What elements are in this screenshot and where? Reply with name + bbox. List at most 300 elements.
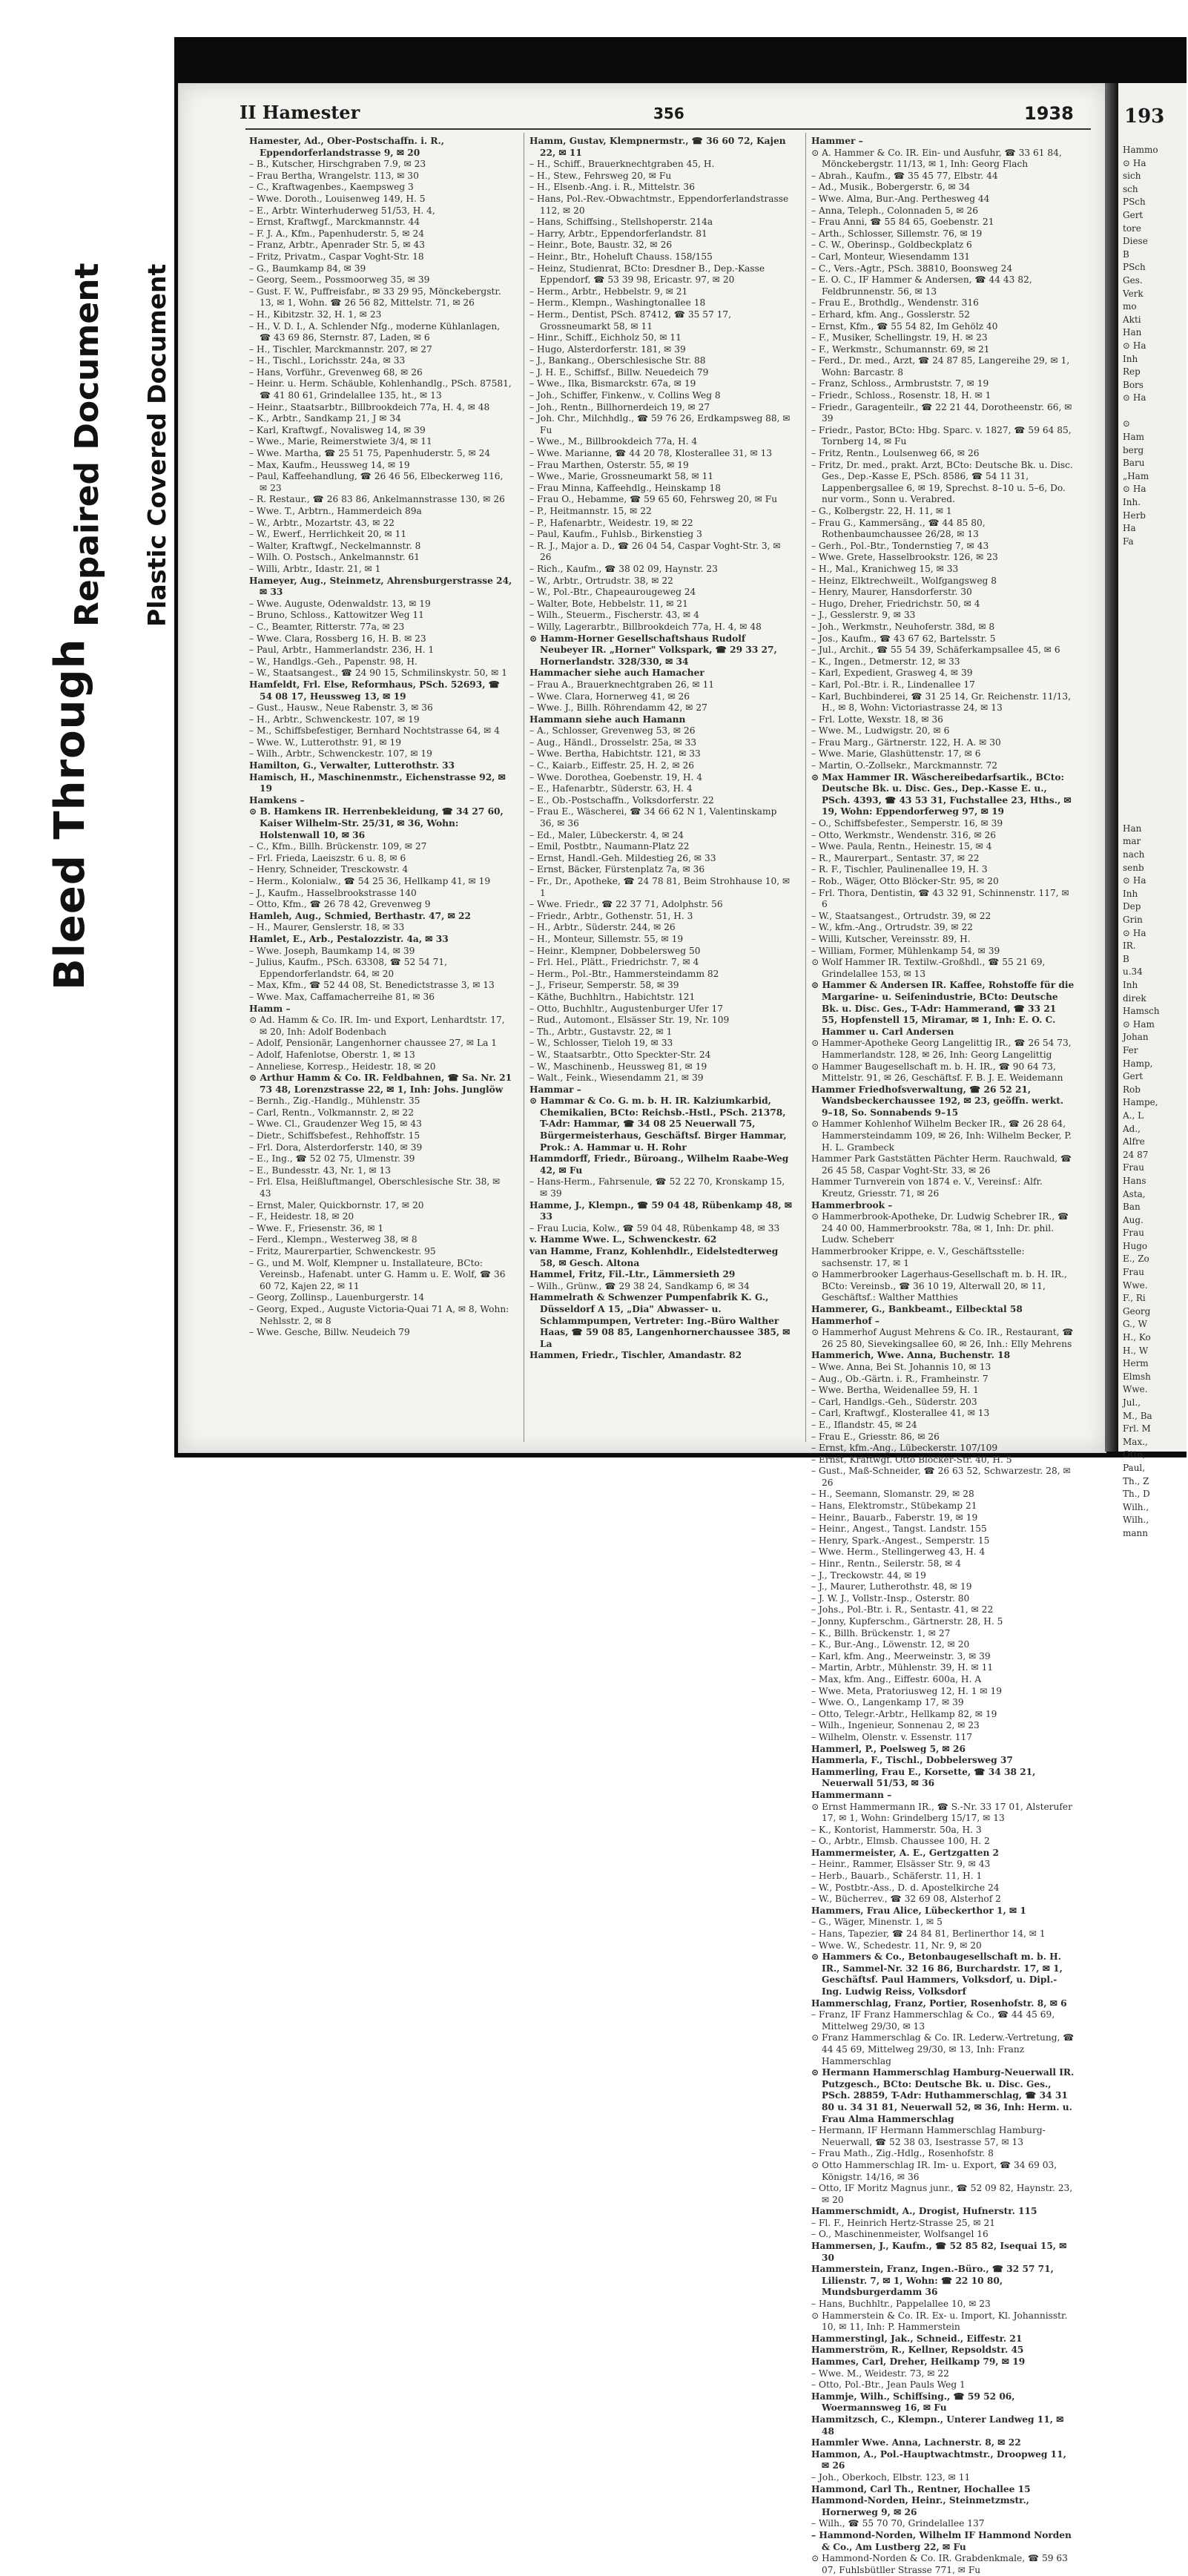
directory-entry: – Heinr., Rammer, Elsässer Str. 9, ✉ 43 bbox=[811, 1859, 991, 1870]
next-page-line: B bbox=[1123, 248, 1129, 260]
next-page-line: mo bbox=[1123, 301, 1137, 312]
directory-heading-entry: Hammer Friedhofsverwaltung, ☎ 26 52 21, Wandsbeckerchaussee 192, ✉ 23, geöffn. werkt. 9–18, So. Sonnabends 9–15 bbox=[811, 1084, 1064, 1118]
directory-entry: – Friedr., Schloss., Rosenstr. 18, H. ✉ 1 bbox=[811, 390, 991, 401]
directory-entry: – Frau E., Brothdlg., Wendenstr. 316 bbox=[811, 297, 979, 309]
next-page-line bbox=[1123, 705, 1188, 719]
directory-entry: – Wwe. J., Billh. Röhrendamm 42, ✉ 27 bbox=[529, 702, 707, 714]
next-page-line: Hamp, bbox=[1123, 1058, 1153, 1069]
directory-entry: – K., Ingen., Detmerstr. 12, ✉ 33 bbox=[811, 656, 960, 667]
directory-entry: – Joh., Schiffer, Finkenw., v. Collins Weg 8 bbox=[529, 390, 721, 401]
next-page-line: G., W bbox=[1123, 1319, 1147, 1330]
directory-entry: – Hans, Tapezier, ☎ 24 84 81, Berlinerthor 14, ✉ 1 bbox=[811, 1928, 1046, 1940]
directory-entry: – E., Hafenarbtr., Süderstr. 63, H. 4 bbox=[529, 783, 693, 794]
directory-heading-entry: Hammerstein, Franz, Ingen.-Büro., ☎ 32 57 71, Lilienstr. 7, ✉ 1, Wohn: ☎ 22 10 80, Mundsburgerdamm 36 bbox=[811, 2264, 1054, 2298]
directory-heading-entry: Hammermann – bbox=[811, 1789, 892, 1800]
next-page-line: Verk bbox=[1123, 288, 1144, 299]
directory-heading-entry: Hammen, Friedr., Tischler, Amandastr. 82 bbox=[529, 1350, 742, 1361]
directory-entry: – Frau E., Wäscherei, ☎ 34 66 62 N 1, Valentinskamp 36, ✉ 36 bbox=[529, 806, 777, 829]
next-page-line: PSch bbox=[1123, 262, 1146, 273]
directory-entry: – Ferd., Dr. med., Arzt, ☎ 24 87 85, Langereihe 29, ✉ 1, Wohn: Barcastr. 8 bbox=[811, 355, 1070, 378]
directory-heading-entry: Hammerich, Wwe. Anna, Buchenstr. 18 bbox=[811, 1350, 1011, 1361]
next-page-line: Th., D bbox=[1123, 1489, 1150, 1500]
directory-entry: – J., Friseur, Semperstr. 58, ✉ 39 bbox=[529, 980, 679, 991]
next-page-line: Wwe. bbox=[1123, 1279, 1148, 1291]
directory-entry: – G., und M. Wolf, Klempner u. Installateure, BCto: Vereinsb., Hafenabt. unter G. Hamm u. E. Wolf, ☎ 36 60 72, Kajen 22, ✉ 11 bbox=[249, 1257, 506, 1291]
directory-entry: – W., Arbtr., Mozartstr. 43, ✉ 22 bbox=[249, 517, 395, 528]
directory-entry: – C., Vers.-Agtr., PSch. 38810, Boonsweg 24 bbox=[811, 263, 1013, 274]
directory-heading-entry: Hamilton, G., Verwalter, Lutterothstr. 33 bbox=[249, 760, 455, 771]
directory-entry: – Hans-Herm., Fahrsenule, ☎ 52 22 70, Kronskamp 15, ✉ 39 bbox=[529, 1176, 785, 1199]
next-page-line: Ha bbox=[1123, 523, 1136, 534]
column-divider bbox=[805, 133, 806, 1442]
directory-entry: – Carl, Monteur, Wiesendamm 131 bbox=[811, 251, 970, 262]
directory-entry: – Bernh., Zig.-Handlg., Mühlenstr. 35 bbox=[249, 1096, 420, 1107]
directory-entry: – Wwe. Martha, ☎ 25 51 75, Papenhuderstr. 5, ✉ 24 bbox=[249, 448, 491, 459]
directory-entry: – Heinr., Bauarb., Faberstr. 19, ✉ 19 bbox=[811, 1512, 978, 1523]
directory-entry: – Wwe. Max, Caffamacherreihe 81, ✉ 36 bbox=[249, 991, 435, 1002]
directory-entry: – W., Handlgs.-Geh., Papenstr. 98, H. bbox=[249, 656, 418, 667]
next-page-line bbox=[1123, 587, 1188, 601]
directory-entry: – C., Kfm., Billh. Brückenstr. 109, ✉ 27 bbox=[249, 841, 427, 852]
directory-entry: – Joh., Rentn., Billhornerdeich 19, ✉ 27 bbox=[529, 401, 710, 412]
directory-entry: – Ernst, Kraftwgf. Otto Blöcker-Str. 40, H. 5 bbox=[811, 1454, 1012, 1465]
directory-entry: – Frau A., Brauerknechtgraben 26, ✉ 11 bbox=[529, 679, 715, 690]
directory-entry: – A., Schlosser, Grevenweg 53, ✉ 26 bbox=[529, 725, 696, 737]
directory-entry: – Otto, IF Moritz Magnus junr., ☎ 52 09 82, Haynstr. 23, ✉ 20 bbox=[811, 2183, 1073, 2205]
directory-entry: – Emil, Postbtr., Naumann-Platz 22 bbox=[529, 841, 690, 852]
directory-entry: – Johs., Pol.-Btr. i. R., Sentastr. 41, ✉ 22 bbox=[811, 1604, 994, 1615]
directory-entry: – Arth., Schlosser, Sillemstr. 76, ✉ 19 bbox=[811, 228, 983, 239]
next-page-line bbox=[1123, 653, 1188, 666]
directory-entry: – H., Elsenb.-Ang. i. R., Mittelstr. 36 bbox=[529, 182, 695, 193]
directory-entry: – Willi, Arbtr., Idastr. 21, ✉ 1 bbox=[249, 563, 381, 574]
directory-entry: – Frau Math., Zig.-Hdlg., Rosenhofstr. 8 bbox=[811, 2148, 994, 2159]
next-page-line: Ad., bbox=[1123, 1123, 1141, 1134]
next-page-line: Ham bbox=[1123, 432, 1144, 443]
next-page-line: Alfre bbox=[1123, 1136, 1145, 1147]
directory-heading-entry: Hammje, Wilh., Schiffsing., ☎ 59 52 06, Woermannsweg 16, ✉ Fu bbox=[811, 2391, 1015, 2414]
next-page-line bbox=[1123, 692, 1188, 705]
next-page-line: Han bbox=[1123, 823, 1142, 834]
directory-entry: – Friedr., Garagenteilr., ☎ 22 21 44, Dorotheenstr. 66, ✉ 39 bbox=[811, 401, 1072, 424]
next-page-line: A., L bbox=[1123, 1110, 1144, 1121]
directory-heading-entry: Hammerl, P., Poelsweg 5, ✉ 26 bbox=[811, 1743, 966, 1754]
directory-entry: – Wwe., Marie, Grossneumarkt 58, ✉ 11 bbox=[529, 471, 714, 482]
directory-entry: – Martin, O.-Zollsekr., Marckmannstr. 72 bbox=[811, 760, 997, 771]
directory-entry: – Hans, Elektromstr., Stübekamp 21 bbox=[811, 1501, 977, 1512]
directory-heading-entry: Hamlet, E., Arb., Pestalozzistr. 4a, ✉ 33 bbox=[249, 933, 449, 944]
directory-entry: – Anna, Teleph., Colonnaden 5, ✉ 26 bbox=[811, 205, 978, 216]
directory-entry: – H., Mal., Kranichweg 15, ✉ 33 bbox=[811, 563, 959, 574]
directory-entry: – Rich., Kaufm., ☎ 38 02 09, Haynstr. 23 bbox=[529, 563, 718, 574]
directory-entry: – O., Schiffsbefester., Semperstr. 16, ✉ 39 bbox=[811, 818, 1003, 829]
directory-entry: Hammerbrooker Krippe, e. V., Geschäftsstelle: sachsenstr. 17, ✉ 1 bbox=[811, 1246, 1025, 1268]
next-page-line: Th., Z bbox=[1123, 1475, 1149, 1486]
directory-entry: – Wwe. Clara, Rossberg 16, H. B. ✉ 23 bbox=[249, 633, 426, 644]
directory-entry: – K., Billh. Brückenstr. 1, ✉ 27 bbox=[811, 1627, 951, 1638]
directory-entry: – Wwe., Marie, Reimerstwiete 3/4, ✉ 11 bbox=[249, 436, 432, 447]
directory-entry: – H., V. D. I., A. Schlender Nfg., moderne Kühlanlagen, ☎ 43 69 86, Sternstr. 87, Laden, ✉ 6 bbox=[249, 320, 501, 343]
next-page-line bbox=[1123, 575, 1188, 588]
directory-entry: – Heinr., Angest., Tangst. Landstr. 155 bbox=[811, 1523, 987, 1535]
directory-entry: – Ernst, Maler, Quickbornstr. 17, ✉ 20 bbox=[249, 1199, 424, 1210]
directory-entry: – Frau G., Kammersäng., ☎ 44 85 80, Rothenbaumchaussee 26/28, ✉ 13 bbox=[811, 517, 986, 540]
next-page-line: sch bbox=[1123, 183, 1138, 194]
directory-entry: – Walter, Bote, Hebbelstr. 11, ✉ 21 bbox=[529, 598, 688, 609]
directory-entry: – Hans, Schiffsing., Stellshoperstr. 214a bbox=[529, 217, 713, 228]
next-page-line bbox=[1123, 627, 1188, 640]
directory-entry: – W., Bücherrev., ☎ 32 69 08, Alsterhof 2 bbox=[811, 1894, 1001, 1905]
next-page-year: 193 bbox=[1124, 105, 1165, 128]
directory-entry: – Herm., Pol.-Btr., Hammersteindamm 82 bbox=[529, 968, 719, 979]
next-page-line: B bbox=[1123, 953, 1129, 964]
next-page-line: ⊙ Ha bbox=[1123, 157, 1146, 168]
directory-heading-entry: ⊙ Hammers & Co., Betonbaugesellschaft m. b. H. IR., Sammel-Nr. 32 16 86, Burchardstr. 17, ✉ 1, Geschäftsf. Paul Hammers, Volksdorf, u. Dipl.-Ing. Ludwig Reiss, Volksdorf bbox=[811, 1951, 1063, 1997]
label-bleed-through: Bleed Through bbox=[46, 638, 94, 990]
next-page-line: H., W bbox=[1123, 1345, 1149, 1356]
next-page-line: Fa bbox=[1123, 536, 1134, 547]
directory-entry: ⊙ Hammerbrook-Apotheke, Dr. Ludwig Schebrer IR., ☎ 24 40 00, Hammerbrookstr. 78a, ✉ 1, Inh: Dr. phil. Ludw. Scheberr bbox=[811, 1211, 1069, 1245]
next-page-line: H., Ko bbox=[1123, 1332, 1151, 1343]
label-repaired-document: Repaired Document bbox=[68, 263, 106, 627]
directory-entry: ⊙ Hammer-Apotheke Georg Langelittig IR., ☎ 26 54 73, Hammerlandstr. 128, ✉ 26, Inh: Georg Langelittig bbox=[811, 1038, 1072, 1060]
directory-entry: – Paul, Arbtr., Hammerlandstr. 236, H. 1 bbox=[249, 645, 435, 656]
directory-heading-entry: Hamleh, Aug., Schmied, Berthastr. 47, ✉ 22 bbox=[249, 910, 471, 921]
directory-entry: – Wwe. Joseph, Baumkamp 14, ✉ 39 bbox=[249, 945, 415, 956]
directory-entry: – Heinr., Staatsarbtr., Billbrookdeich 77a, H. 4, ✉ 48 bbox=[249, 401, 490, 412]
directory-entry: – Wwe. Auguste, Odenwaldstr. 13, ✉ 19 bbox=[249, 598, 431, 609]
directory-entry: – W., Pol.-Btr., Chapeaurougeweg 24 bbox=[529, 587, 696, 598]
directory-entry: – Fr., Dr., Apotheke, ☎ 24 78 81, Beim Strohhause 10, ✉ 1 bbox=[529, 876, 791, 898]
next-page-line bbox=[1123, 640, 1188, 653]
directory-entry: – E., Bundesstr. 43, Nr. 1, ✉ 13 bbox=[249, 1165, 392, 1176]
directory-entry: – Wwe. Doroth., Louisenweg 149, H. 5 bbox=[249, 193, 426, 204]
directory-entry: – E. O. C., IF Hammer & Andersen, ☎ 44 43 82, Feldbrunnenstr. 56, ✉ 13 bbox=[811, 274, 1032, 297]
directory-entry: – Frau Bertha, Wrangelstr. 113, ✉ 30 bbox=[249, 170, 419, 181]
directory-entry: – Franz, Arbtr., Apenrader Str. 5, ✉ 43 bbox=[249, 240, 426, 251]
next-page-line: nach bbox=[1123, 849, 1145, 860]
page-year: 1938 bbox=[1024, 103, 1074, 124]
directory-entry: – Herm., Kolonialw., ☎ 54 25 36, Hellkamp 41, ✉ 19 bbox=[249, 876, 491, 886]
directory-entry: – W., Staatsangest., Ortrudstr. 39, ✉ 22 bbox=[811, 910, 991, 921]
directory-heading-entry: Hammond, Carl Th., Rentner, Hochallee 15 bbox=[811, 2483, 1031, 2494]
directory-entry: – Heinr., Bote, Baustr. 32, ✉ 26 bbox=[529, 240, 673, 251]
directory-entry: – Ernst, Handl.-Geh. Mildestieg 26, ✉ 33 bbox=[529, 852, 716, 863]
directory-entry: Hammer Turnverein von 1874 e. V., Vereinsf.: Alfr. Kreutz, Griesstr. 71, ✉ 26 bbox=[811, 1176, 1043, 1199]
directory-entry: – Bruno, Schloss., Kattowitzer Weg 11 bbox=[249, 610, 424, 621]
next-page-line: Frau bbox=[1123, 1267, 1144, 1278]
page-header bbox=[179, 97, 1106, 130]
next-page-line bbox=[1123, 744, 1188, 757]
directory-entry: – Frl. Hel., Plätt., Friedrichstr. 7, ✉ 4 bbox=[529, 957, 699, 968]
directory-entry: – Wwe. Alma, Bur.-Ang. Perthesweg 44 bbox=[811, 193, 990, 204]
directory-entry: – Wilh., Grünw., ☎ 29 38 24, Sandkamp 6, ✉ 34 bbox=[529, 1280, 750, 1291]
directory-heading-entry: Hammond-Norden, Heinr., Steinmetzmstr., Hornerweg 9, ✉ 26 bbox=[811, 2495, 1029, 2517]
next-page-line: ⊙ Ha bbox=[1123, 927, 1146, 938]
directory-entry: ⊙ Hammerstein & Co. IR. Ex- u. Import, Kl. Johannisstr. 10, ✉ 11, Inh: P. Hammerstein bbox=[811, 2310, 1068, 2333]
directory-entry: – Paul, Kaufm., Fuhlsb., Birkenstieg 3 bbox=[529, 529, 702, 540]
directory-entry: – Frl. Thora, Dentistin, ☎ 43 32 91, Schinnenstr. 117, ✉ 6 bbox=[811, 887, 1069, 910]
directory-entry: – Hugo, Dreher, Friedrichstr. 50, ✉ 4 bbox=[811, 598, 980, 609]
directory-entry: – Max, kfm. Ang., Eiffestr. 600a, H. A bbox=[811, 1673, 982, 1684]
page-section: II Hamester bbox=[240, 102, 360, 123]
directory-entry: – W., Ewerf., Herrlichkeit 20, ✉ 11 bbox=[249, 529, 407, 540]
directory-entry: – Ferd., Klempn., Westerweg 38, ✉ 8 bbox=[249, 1234, 418, 1245]
directory-heading-entry: Hameyer, Aug., Steinmetz, Ahrensburgerstrasse 24, ✉ 33 bbox=[249, 575, 512, 598]
directory-entry: – C., Beamter, Ritterstr. 77a, ✉ 23 bbox=[249, 621, 405, 632]
directory-entry: – O., Arbtr., Elmsb. Chaussee 100, H. 2 bbox=[811, 1836, 990, 1847]
directory-entry: – Wwe. Bertha, Habichtstr. 121, ✉ 33 bbox=[529, 748, 701, 760]
directory-entry: – Martin, Arbtr., Mühlenstr. 39, H. ✉ 11 bbox=[811, 1662, 994, 1673]
directory-heading-entry: ⊙ Arthur Hamm & Co. IR. Feldbahnen, ☎ Sa. Nr. 21 73 48, Lorenzstrasse 22, ✉ 1, Inh: Johs. Junglöw bbox=[249, 1073, 512, 1095]
directory-heading-entry: Hammers, Frau Alice, Lübeckerthor 1, ✉ 1 bbox=[811, 1905, 1026, 1916]
directory-entry: – O., Maschinenmeister, Wolfsangel 16 bbox=[811, 2229, 989, 2240]
directory-entry: – Heinr., Btr., Hoheluft Chauss. 158/155 bbox=[529, 251, 713, 262]
directory-entry: – Hermann, IF Hermann Hammerschlag Hamburg-Neuerwall, ☎ 52 38 03, Isestrasse 57, ✉ 13 bbox=[811, 2125, 1046, 2147]
directory-entry: – Adolf, Hafenlotse, Oberstr. 1, ✉ 13 bbox=[249, 1049, 415, 1060]
next-page-line: mar bbox=[1123, 836, 1141, 847]
directory-entry: ⊙ Hammer Kohlenhof Wilhelm Becker IR., ☎ 26 28 64, Hammersteindamm 109, ✉ 26, Inh: Wilhelm Becker, P. H. L. Grambeck bbox=[811, 1119, 1072, 1153]
next-page-line bbox=[1123, 679, 1188, 692]
next-page-line: Ban bbox=[1123, 1202, 1141, 1213]
directory-entry: – Dietr., Schiffsbefest., Rehhoffstr. 15 bbox=[249, 1130, 420, 1142]
directory-entry: – Aug., Händl., Drosselstr. 25a, ✉ 33 bbox=[529, 737, 697, 748]
next-page-lines bbox=[1123, 144, 1188, 1541]
next-page-line: Herm bbox=[1123, 1358, 1149, 1369]
next-page-line: Asta, bbox=[1123, 1188, 1146, 1199]
next-page-line bbox=[1123, 797, 1188, 810]
next-page-line: Hampe, bbox=[1123, 1097, 1158, 1108]
directory-entry: – K., Arbtr., Sandkamp 21, J ✉ 34 bbox=[249, 413, 401, 424]
directory-entry: – Frau Lucia, Kolw., ☎ 59 04 48, Rübenkamp 48, ✉ 33 bbox=[529, 1222, 780, 1233]
directory-entry: ⊙ Wolf Hammer IR. Textilw.-Großhdl., ☎ 55 21 69, Grindelallee 153, ✉ 13 bbox=[811, 957, 1046, 979]
next-page-line: Frau bbox=[1123, 1228, 1144, 1239]
directory-entry: – G., Kolbergstr. 22, H. 11, ✉ 1 bbox=[811, 506, 952, 516]
directory-entry: – Walt., Feink., Wiesendamm 21, ✉ 39 bbox=[529, 1073, 704, 1084]
directory-entry: – Heinz, Elktrechweilt., Wolfgangsweg 8 bbox=[811, 575, 997, 586]
directory-entry: – Wwe. Grete, Hasselbrookstr. 126, ✉ 23 bbox=[811, 552, 998, 563]
directory-entry: – R. F., Tischler, Paulinenallee 19, H. 3 bbox=[811, 864, 988, 875]
directory-entry: – Fl. F., Heinrich Hertz-Strasse 25, ✉ 21 bbox=[811, 2217, 995, 2228]
next-page-line: Hammo bbox=[1123, 145, 1158, 155]
directory-entry: – P., Heitmannstr. 15, ✉ 22 bbox=[529, 506, 652, 516]
directory-entry: – Wwe. Friedr., ☎ 22 37 71, Adolphstr. 56 bbox=[529, 899, 723, 910]
next-page-line: E., Zo bbox=[1123, 1254, 1149, 1265]
next-page-line: Bors bbox=[1123, 379, 1144, 390]
header-rule bbox=[245, 128, 1091, 130]
directory-entry: – Joh., Oberkoch, Elbstr. 123, ✉ 11 bbox=[811, 2471, 971, 2483]
directory-heading-entry: ⊙ Hammer & Andersen IR. Kaffee, Rohstoffe für die Margarine- u. Seifenindustrie, BCto: Deutsche Bk. u. Disc. Ges., T-Adr: Hammerand, ☎ 33 21 55, Hopfenstell 15, Miramar, ✉ 1, Inh: E. O. C. Hammer u. Carl Andersen bbox=[811, 980, 1075, 1037]
directory-heading-entry: Hammerström, R., Kellner, Repsoldstr. 45 bbox=[811, 2345, 1024, 2356]
directory-entry: – Adolf, Pensionär, Langenhorner chaussee 27, ✉ La 1 bbox=[249, 1038, 497, 1049]
directory-entry: – Fritz, Maurerpartier, Schwenckestr. 95 bbox=[249, 1246, 436, 1256]
directory-entry: ⊙ Otto Hammerschlag IR. Im- u. Export, ☎ 34 69 03, Königstr. 14/16, ✉ 36 bbox=[811, 2159, 1057, 2182]
next-page-line: Akti bbox=[1123, 314, 1141, 325]
column-3 bbox=[811, 136, 1075, 2575]
directory-entry: – Gerh., Pol.-Btr., Tondernstieg 7, ✉ 43 bbox=[811, 540, 989, 551]
directory-entry: – Ed., Maler, Lübeckerstr. 4, ✉ 24 bbox=[529, 829, 684, 840]
directory-entry: – C., Kraftwagenbes., Kaempsweg 3 bbox=[249, 182, 414, 193]
directory-entry: – Frau Minna, Kaffeehdlg., Heinskamp 18 bbox=[529, 482, 721, 493]
directory-entry: – Karl, Pol.-Btr. i. R., Lindenallee 17 bbox=[811, 679, 975, 690]
directory-entry: – Henry, Schneider, Tresckowstr. 4 bbox=[249, 864, 409, 875]
directory-entry: – J. W. J., Vollstr.-Insp., Osterstr. 80 bbox=[811, 1592, 970, 1604]
directory-entry: – Erhard, kfm. Ang., Gosslerstr. 52 bbox=[811, 309, 970, 320]
next-page-line: berg bbox=[1123, 444, 1144, 455]
directory-heading-entry: van Hamme, Franz, Kohlenhdlr., Eidelstedterweg 58, ✉ Gesch. Altona bbox=[529, 1246, 779, 1268]
directory-entry: – W., Schlosser, Tieloh 19, ✉ 33 bbox=[529, 1038, 673, 1049]
directory-heading-entry: Hammar – bbox=[529, 1084, 581, 1095]
directory-entry: – W., Arbtr., Ortrudstr. 38, ✉ 22 bbox=[529, 575, 673, 586]
directory-heading-entry: Hammelrath & Schwenzer Pumpenfabrik K. G., Düsseldorf A 15, „Dia" Abwasser- u. Schlammpumpen, Vertreter: Ing.-Büro Walther Haas, ☎ 59 08 85, Langenhornerchaussee 385, ✉ La bbox=[529, 1292, 791, 1349]
directory-entry: – Hans, Buchhltr., Pappelallee 10, ✉ 23 bbox=[811, 2299, 991, 2310]
directory-entry: ⊙ Ad. Hamm & Co. IR. Im- und Export, Lenhardtstr. 17, ✉ 20, Inh: Adolf Bodenbach bbox=[249, 1015, 505, 1037]
directory-entry: – R., Maurerpart., Sentastr. 37, ✉ 22 bbox=[811, 852, 980, 863]
next-page-line: Rep bbox=[1123, 366, 1141, 378]
next-page-line: Paul, bbox=[1123, 1462, 1146, 1473]
directory-entry: – Max, Kfm., ☎ 52 44 08, St. Benedictstrasse 3, ✉ 13 bbox=[249, 980, 495, 991]
directory-entry: – Herm., Klempn., Washingtonallee 18 bbox=[529, 297, 706, 309]
directory-entry: ⊙ Hammerbrooker Lagerhaus-Gesellschaft m. b. H. IR., BCto: Vereinsb., ☎ 36 10 19, Alterwall 20, ✉ 11, Geschäftsf.: Walther Matthies bbox=[811, 1269, 1067, 1303]
directory-heading-entry: Hamkens – bbox=[249, 794, 305, 806]
directory-entry: – H., Arbtr., Schwenckestr. 107, ✉ 19 bbox=[249, 714, 420, 725]
directory-entry: – E., Iflandstr. 45, ✉ 24 bbox=[811, 1419, 917, 1430]
directory-entry: – H., Monteur, Sillemstr. 55, ✉ 19 bbox=[529, 933, 684, 944]
directory-entry: – Th., Arbtr., Gustavstr. 22, ✉ 1 bbox=[529, 1026, 673, 1037]
directory-heading-entry: ⊙ Hermann Hammerschlag Hamburg-Neuerwall IR. Putzgesch., BCto: Deutsche Bk. u. Disc. Ges., PSch. 28859, T-Adr: Huthammerschlag, ☎ 34 31 80 u. 34 31 81, Neuerwall 52, ✉ 36, Inh: Herm. u. Frau Alma Hammerschlag bbox=[811, 2067, 1075, 2124]
next-page-line bbox=[1123, 405, 1188, 418]
next-page-line: sich bbox=[1123, 171, 1141, 182]
next-page-line: Otto, bbox=[1123, 1449, 1146, 1460]
directory-heading-entry: Hammerbrook – bbox=[811, 1199, 893, 1210]
directory-entry: ⊙ Hammerhof August Mehrens & Co. IR., Restaurant, ☎ 26 25 80, Sievekingsallee 60, ✉ 26, Inh.: Elly Mehrens bbox=[811, 1327, 1074, 1349]
directory-entry: – Wilh., ☎ 55 70 70, Grindelallee 137 bbox=[811, 2518, 985, 2529]
directory-entry: – Gust. F. W., Puffreisfabr., ✉ 33 29 95, Mönckebergstr. 13, ✉ 1, Wohn. ☎ 26 56 82, Mittelstr. 71, ✉ 26 bbox=[249, 286, 501, 309]
directory-entry: – Julius, Kaufm., PSch. 63308, ☎ 52 54 71, Eppendorferlandstr. 64, ✉ 20 bbox=[249, 957, 447, 979]
next-page-line bbox=[1123, 613, 1188, 627]
directory-entry: – Rud., Automont., Elsässer Str. 19, Nr. 109 bbox=[529, 1015, 730, 1026]
directory-entry: – W., Postbtr.-Ass., D. d. Apostelkirche 24 bbox=[811, 1882, 1000, 1893]
directory-entry: – Wwe. T., Arbtrn., Hammerdeich 89a bbox=[249, 506, 422, 516]
directory-entry: – H., Tischler, Marckmannstr. 207, ✉ 27 bbox=[249, 343, 432, 355]
directory-entry: – G., Wäger, Minenstr. 1, ✉ 5 bbox=[811, 1917, 943, 1928]
directory-entry: – Fritz, Rentn., Loulsenweg 66, ✉ 26 bbox=[811, 448, 980, 459]
next-page-line bbox=[1123, 731, 1188, 745]
directory-entry: ⊙ A. Hammer & Co. IR. Ein- und Ausfuhr, ☎ 33 61 84, Mönckebergstr. 11/13, ✉ 1, Inh: Georg Flach bbox=[811, 147, 1062, 170]
directory-entry: – Wilh. O. Postsch., Ankelmannstr. 61 bbox=[249, 552, 420, 563]
directory-entry: – J., Kaufm., Hasselbrookstrasse 140 bbox=[249, 887, 417, 898]
next-page-line: Grin bbox=[1123, 915, 1143, 926]
next-page-line: mann bbox=[1123, 1527, 1148, 1538]
next-page-line: Ges. bbox=[1123, 274, 1143, 286]
next-page-line: Jul., bbox=[1123, 1397, 1141, 1408]
next-page-line: ⊙ Ha bbox=[1123, 875, 1146, 886]
directory-entry: – H., Seemann, Slomanstr. 29, ✉ 28 bbox=[811, 1489, 974, 1500]
directory-entry: – E., Ob.-Postschaffn., Volksdorferstr. 22 bbox=[529, 794, 714, 806]
directory-entry: – Ernst, Bäcker, Fürstenplatz 7a, ✉ 36 bbox=[529, 864, 705, 875]
next-page-line: Dep bbox=[1123, 901, 1141, 912]
directory-entry: – Otto, Kfm., ☎ 26 78 42, Grevenweg 9 bbox=[249, 899, 431, 910]
directory-heading-entry: Hammdorff, Friedr., Büroang., Wilhelm Raabe-Weg 42, ✉ Fu bbox=[529, 1153, 789, 1176]
directory-entry: – Käthe, Buchhltrn., Habichtstr. 121 bbox=[529, 991, 696, 1002]
directory-heading-entry: ⊙ B. Hamkens IR. Herrenbekleidung, ☎ 34 27 60, Kaiser Wilhelm-Str. 25/31, ✉ 36, Wohn: Holstenwall 10, ✉ 36 bbox=[249, 806, 504, 840]
next-page-line: Gert bbox=[1123, 1071, 1144, 1082]
directory-heading-entry: Hammerstingl, Jak., Schneid., Eiffestr. 21 bbox=[811, 2333, 1023, 2344]
directory-entry: – K., Kontorist, Hammerstr. 50a, H. 3 bbox=[811, 1824, 982, 1835]
directory-entry: – H., Tischl., Lorichsstr. 24a, ✉ 33 bbox=[249, 355, 406, 366]
directory-entry: – Wwe. W., Lutterothstr. 91, ✉ 19 bbox=[249, 737, 401, 748]
directory-entry: – Wwe. Meta, Pratoriusweg 12, H. 1 ✉ 19 bbox=[811, 1685, 1003, 1696]
directory-entry: – R. J., Major a. D., ☎ 26 04 54, Caspar Voght-Str. 3, ✉ 26 bbox=[529, 540, 781, 563]
directory-entry: – K., Bur.-Ang., Löwenstr. 12, ✉ 20 bbox=[811, 1639, 970, 1650]
directory-entry: – Carl, Rentn., Volkmannstr. 2, ✉ 22 bbox=[249, 1107, 414, 1118]
directory-heading-entry: Hammann siehe auch Hamann bbox=[529, 714, 686, 725]
directory-entry: – Gust., Hausw., Neue Rabenstr. 3, ✉ 36 bbox=[249, 702, 433, 714]
directory-entry: – Karl, Kraftwgf., Novalisweg 14, ✉ 39 bbox=[249, 424, 426, 435]
directory-heading-entry: Hammer – bbox=[811, 136, 863, 146]
directory-entry: – Ernst, kfm.-Ang., Lübeckerstr. 107/109 bbox=[811, 1443, 998, 1454]
directory-entry: – Wwe., Ilka, Bismarckstr. 67a, ✉ 19 bbox=[529, 378, 696, 389]
directory-heading-entry: – Hammond-Norden, Wilhelm IF Hammond Norden & Co., Am Lustberg 22, ✉ Fu bbox=[811, 2529, 1072, 2552]
directory-heading-entry: Hamester, Ad., Ober-Postschaffn. i. R., Eppendorferlandstrasse 9, ✉ 20 bbox=[249, 136, 444, 158]
directory-entry: – Frl. Lotte, Wexstr. 18, ✉ 36 bbox=[811, 714, 943, 725]
next-page-line: Wilh., bbox=[1123, 1501, 1149, 1512]
next-page-line: Johan bbox=[1123, 1032, 1149, 1043]
directory-entry: – Herm., Arbtr., Hebbelstr. 9, ✉ 21 bbox=[529, 286, 688, 297]
side-labels bbox=[0, 0, 178, 1615]
directory-entry: – R. Restaur., ☎ 26 83 86, Ankelmannstrasse 130, ✉ 26 bbox=[249, 494, 505, 505]
directory-entry: – Wwe. Dorothea, Goebenstr. 19, H. 4 bbox=[529, 771, 703, 783]
next-page-line: Inh bbox=[1123, 888, 1138, 899]
directory-entry: – Otto, Werkmstr., Wendenstr. 316, ✉ 26 bbox=[811, 829, 997, 840]
directory-heading-entry: Hammon, A., Pol.-Hauptwachtmstr., Droopweg 11, ✉ 26 bbox=[811, 2448, 1066, 2471]
directory-entry: – Herb., Bauarb., Schäferstr. 11, H. 1 bbox=[811, 1871, 983, 1882]
directory-entry: – Heinz, Studienrat, BCto: Dresdner B., Dep.-Kasse Eppendorf, ☎ 53 39 98, Ericastr. 97, ✉ 20 bbox=[529, 263, 765, 286]
directory-entry: – Joh., Werkmstr., Neuhoferstr. 38d, ✉ 8 bbox=[811, 621, 995, 632]
directory-heading-entry: Hammerling, Frau E., Korsette, ☎ 34 38 21, Neuerwall 51/53, ✉ 36 bbox=[811, 1766, 1036, 1789]
directory-entry: – Friedr., Arbtr., Gothenstr. 51, H. 3 bbox=[529, 910, 693, 921]
page-number: 356 bbox=[653, 105, 684, 122]
directory-entry: – Karl, Expedient, Grasweg 4, ✉ 39 bbox=[811, 668, 973, 679]
directory-entry: – Georg, Zollinsp., Lauenburgerstr. 14 bbox=[249, 1292, 425, 1303]
directory-entry: – Georg, Seem., Possmoorweg 35, ✉ 39 bbox=[249, 274, 430, 286]
directory-entry: – Wwe. Marie, Glashüttenstr. 17, ✉ 6 bbox=[811, 748, 981, 760]
directory-entry: – Wwe. Bertha, Weidenallee 59, H. 1 bbox=[811, 1385, 979, 1396]
directory-entry: – Wwe., M., Billbrookdeich 77a, H. 4 bbox=[529, 436, 698, 447]
directory-entry: – Wwe. O., Langenkamp 17, ✉ 39 bbox=[811, 1697, 964, 1708]
directory-entry: – Hinr., Rentn., Seilerstr. 58, ✉ 4 bbox=[811, 1558, 961, 1569]
directory-entry: – M., Schiffsbefestiger, Bernhard Nochtstrasse 64, ✉ 4 bbox=[249, 725, 500, 737]
directory-entry: – Ad., Musik., Bobergerstr. 6, ✉ 34 bbox=[811, 182, 971, 193]
directory-entry: – Wwe. F., Friesenstr. 36, ✉ 1 bbox=[249, 1222, 384, 1233]
directory-entry: – Carl, Kraftwgf., Klosterallee 41, ✉ 13 bbox=[811, 1408, 990, 1419]
directory-entry: – P., Hafenarbtr., Weidestr. 19, ✉ 22 bbox=[529, 517, 693, 528]
next-page-line: F., Ri bbox=[1123, 1293, 1146, 1304]
directory-entry: – William, Former, Mühlenkamp 54, ✉ 39 bbox=[811, 945, 1000, 956]
book-gutter bbox=[1105, 83, 1118, 1452]
directory-heading-entry: Hamm – bbox=[249, 1003, 291, 1014]
directory-entry: – Wwe. M., Ludwigstr. 20, ✉ 6 bbox=[811, 725, 950, 737]
directory-heading-entry: Hammitzsch, C., Klempn., Unterer Landweg 11, ✉ 48 bbox=[811, 2414, 1064, 2437]
directory-entry: – Fritz, Privatm., Caspar Voght-Str. 18 bbox=[249, 251, 424, 262]
directory-entry: – Jul., Archit., ☎ 55 54 39, Schäferkampsallee 45, ✉ 6 bbox=[811, 645, 1060, 656]
directory-entry: – H., Schiff., Brauerknechtgraben 45, H. bbox=[529, 159, 715, 170]
directory-entry: – Karl, kfm. Ang., Meerweinstr. 3, ✉ 39 bbox=[811, 1650, 991, 1661]
directory-heading-entry: Hamfeldt, Frl. Else, Reformhaus, PSch. 52693, ☎ 54 08 17, Heussweg 13, ✉ 19 bbox=[249, 679, 500, 702]
next-page-line: ⊙ Ha bbox=[1123, 392, 1146, 403]
directory-heading-entry: Hammler Wwe. Anna, Lachnerstr. 8, ✉ 22 bbox=[811, 2437, 1021, 2448]
directory-entry: – Aug., Ob.-Gärtn. i. R., Framheinstr. 7 bbox=[811, 1373, 989, 1384]
